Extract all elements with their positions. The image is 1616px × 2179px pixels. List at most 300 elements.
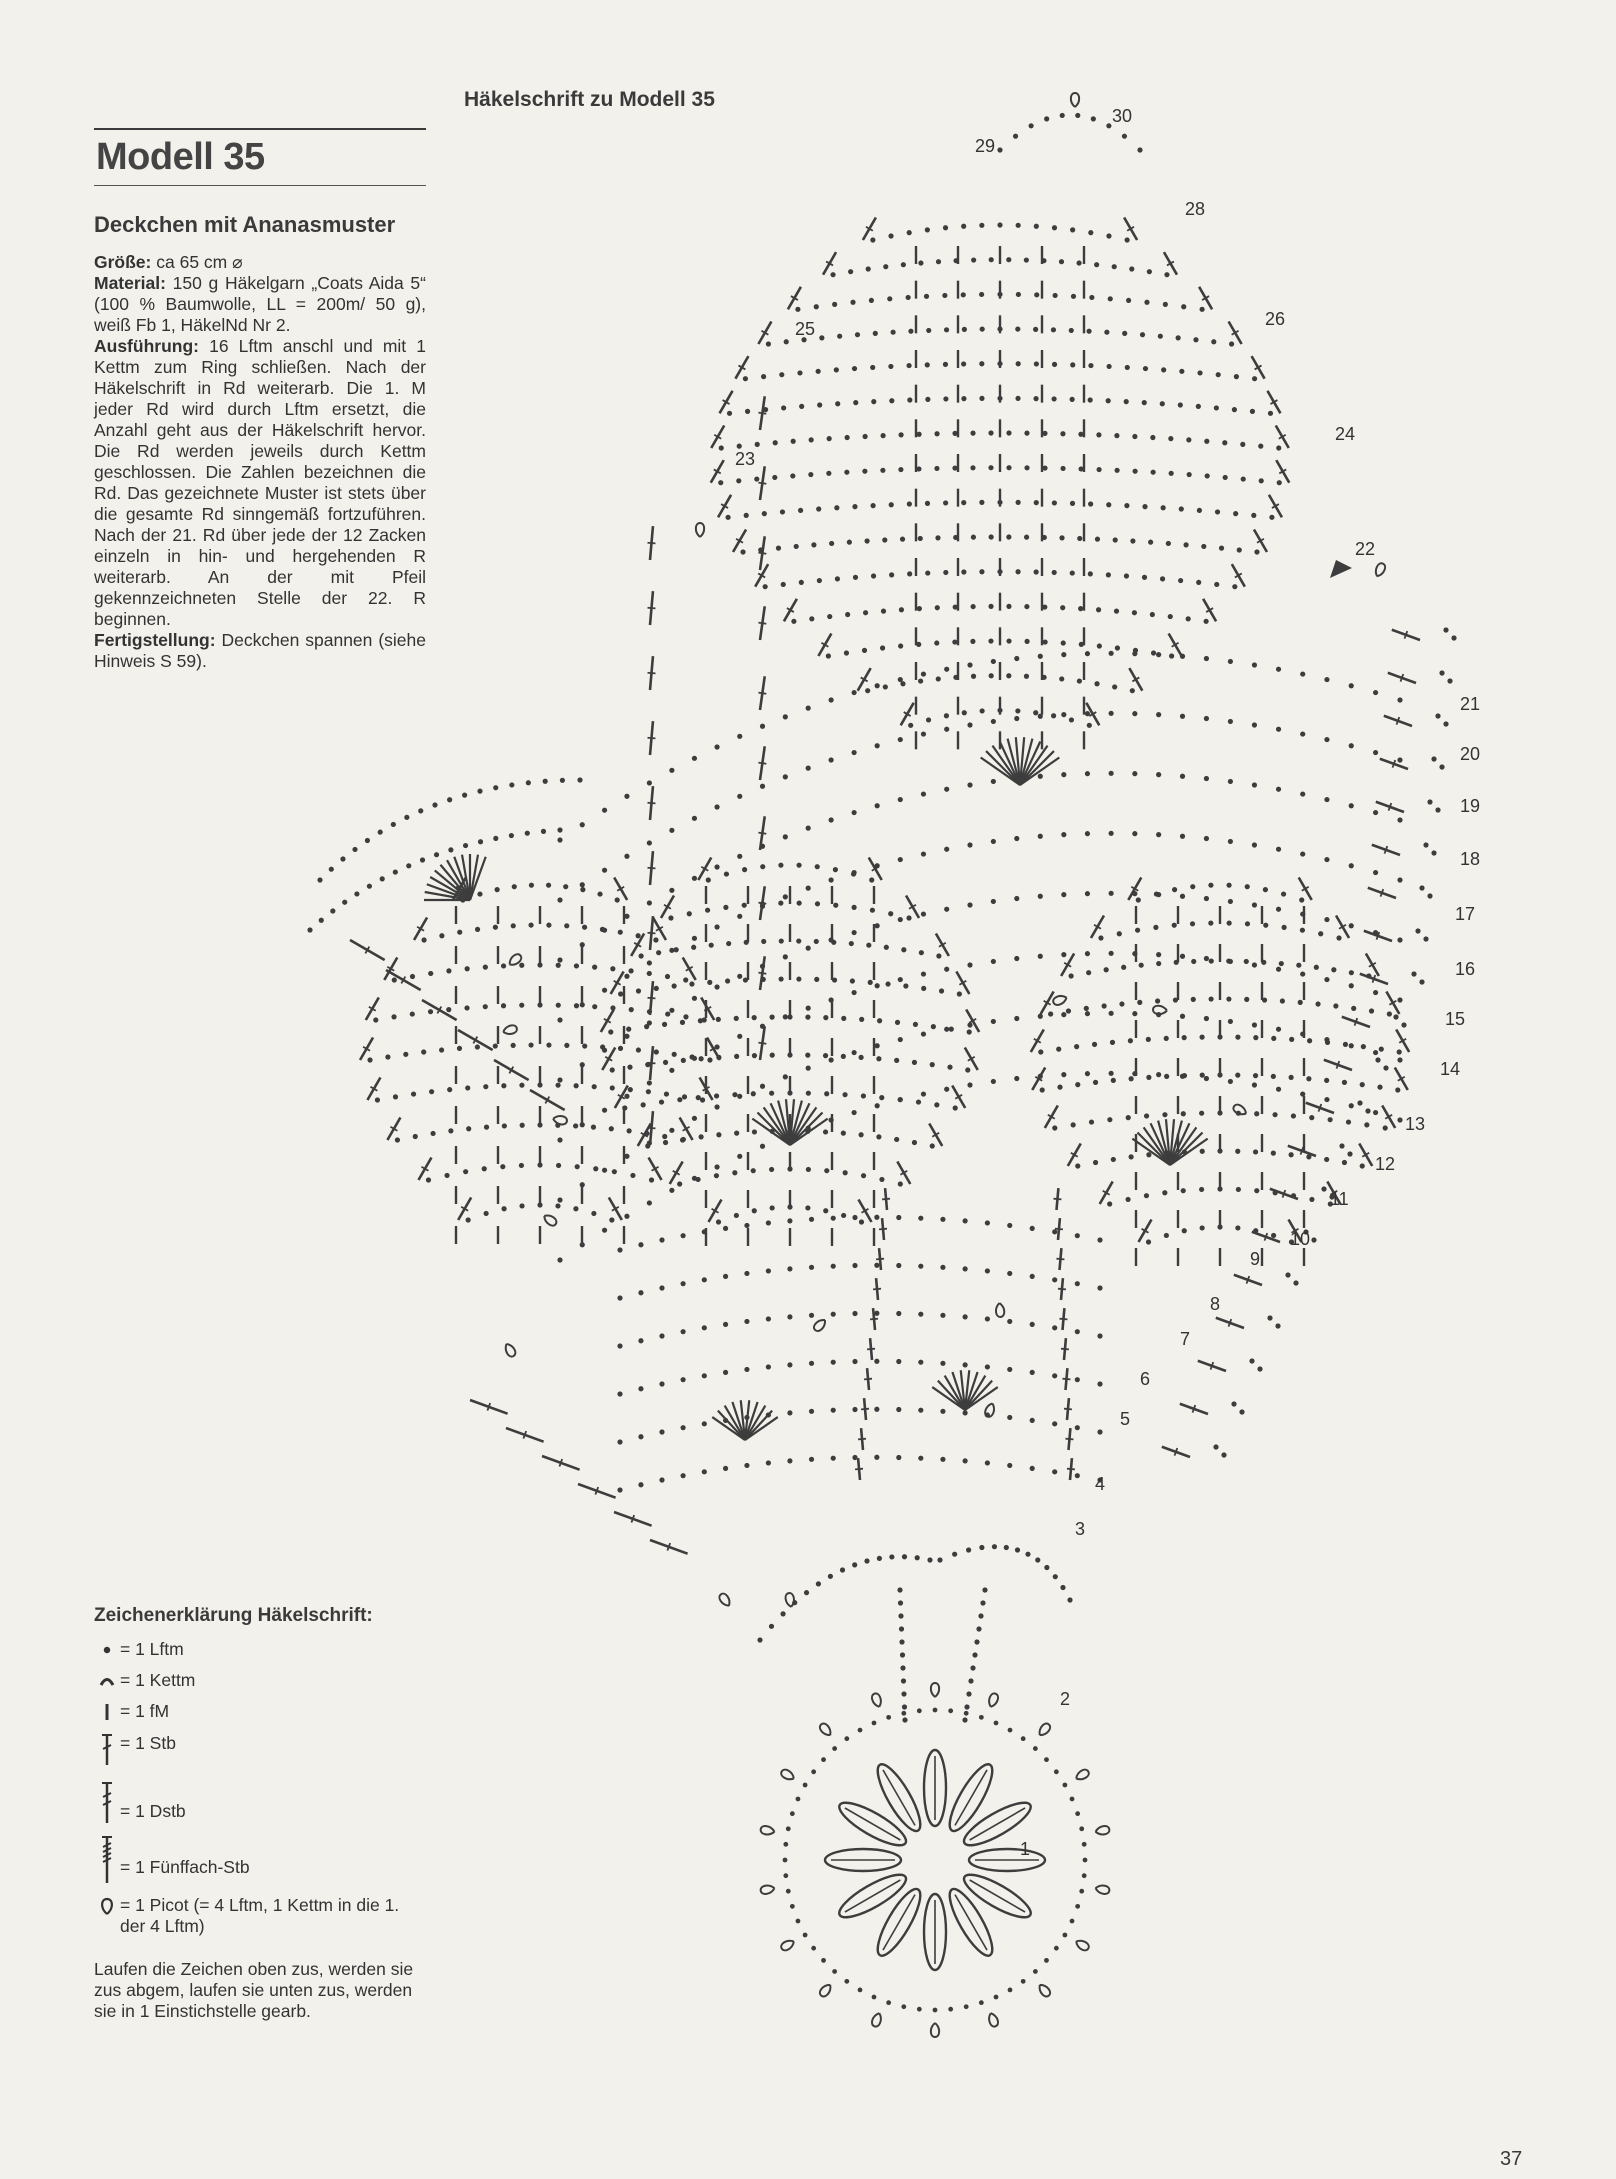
chain-stitch-mark: [826, 653, 831, 658]
chain-stitch-mark: [934, 1102, 939, 1107]
stitch-tick: [873, 1289, 881, 1290]
chain-stitch-mark: [881, 609, 886, 614]
chain-stitch-mark: [1164, 272, 1169, 277]
chain-stitch-mark: [662, 1022, 667, 1027]
chain-stitch-mark: [755, 442, 760, 447]
chain-stitch-mark: [957, 991, 962, 996]
chain-stitch-mark: [1156, 1072, 1161, 1077]
chain-stitch-mark: [1349, 1103, 1354, 1108]
chain-stitch-mark: [744, 1223, 749, 1228]
chain-stitch-mark: [1293, 1280, 1298, 1285]
chain-stitch-mark: [1193, 337, 1198, 342]
chain-stitch-mark: [1034, 569, 1039, 574]
chain-stitch-mark: [665, 974, 670, 979]
chain-stitch-mark: [943, 570, 948, 575]
chain-stitch-mark: [852, 1215, 857, 1220]
chain-stitch-mark: [883, 684, 888, 689]
picot-mark: [760, 1825, 775, 1836]
chain-stitch-mark: [875, 863, 880, 868]
legend-item-text: = 1 fM: [120, 1701, 170, 1721]
chain-stitch-mark: [546, 1042, 551, 1047]
chain-stitch-mark: [1007, 1415, 1012, 1420]
chain-stitch-mark: [1223, 475, 1228, 480]
chain-stitch-mark: [1252, 902, 1257, 907]
chain-stitch-mark: [1006, 534, 1011, 539]
chain-stitch-mark: [638, 1290, 643, 1295]
chain-stitch-mark: [937, 1557, 942, 1562]
chain-stitch-mark: [1214, 405, 1219, 410]
chain-stitch-mark: [896, 1263, 901, 1268]
chain-stitch-mark: [1173, 997, 1178, 1002]
chain-stitch-mark: [970, 431, 975, 436]
chain-stitch-mark: [871, 399, 876, 404]
chain-stitch-mark: [340, 856, 345, 861]
chain-stitch-mark: [819, 335, 824, 340]
chain-stitch-mark: [737, 734, 742, 739]
chain-stitch-mark: [501, 1083, 506, 1088]
chain-stitch-mark: [663, 1060, 668, 1065]
chain-stitch-mark: [901, 1678, 906, 1683]
legend-item-text: = 1 Dstb: [120, 1801, 186, 1821]
chain-stitch-mark: [1180, 1074, 1185, 1079]
chain-stitch-mark: [896, 1407, 901, 1412]
chain-stitch-mark: [783, 954, 788, 959]
chain-stitch-mark: [902, 1704, 907, 1709]
chain-stitch-mark: [898, 432, 903, 437]
chain-stitch-mark: [942, 293, 947, 298]
chain-stitch-mark: [608, 1029, 613, 1034]
chain-stitch-mark: [787, 1410, 792, 1415]
chain-stitch-mark: [1074, 1044, 1079, 1049]
chain-stitch-mark: [1054, 1769, 1059, 1774]
stitch-tick: [1401, 674, 1404, 682]
chain-stitch-mark: [832, 302, 837, 307]
chain-stitch-mark: [421, 1049, 426, 1054]
round-number-label: 28: [1185, 199, 1206, 219]
chain-stitch-mark: [610, 1067, 615, 1072]
chain-stitch-mark: [1349, 803, 1354, 808]
chain-stitch-mark: [877, 1556, 882, 1561]
chain-stitch-mark: [1217, 1110, 1222, 1115]
stitch-tick: [1064, 1409, 1072, 1410]
chain-stitch-mark: [991, 1079, 996, 1084]
stitch-tick: [1247, 1276, 1250, 1284]
chain-stitch-mark: [835, 576, 840, 581]
chain-stitch-mark: [1168, 614, 1173, 619]
chain-stitch-mark: [1161, 367, 1166, 372]
chain-stitch-mark: [1214, 582, 1219, 587]
chain-stitch-mark: [683, 1014, 688, 1019]
chain-stitch-mark: [1234, 374, 1239, 379]
chain-stitch-mark: [669, 828, 674, 833]
chain-stitch-mark: [1044, 116, 1049, 121]
chain-stitch-mark: [1034, 500, 1039, 505]
chain-stitch-mark: [805, 1015, 810, 1020]
chain-stitch-mark: [865, 688, 870, 693]
chain-stitch-mark: [787, 1052, 792, 1057]
chain-stitch-mark: [918, 1360, 923, 1365]
chain-stitch-mark: [908, 329, 913, 334]
chain-stitch-mark: [880, 645, 885, 650]
chain-stitch-mark: [580, 1122, 585, 1127]
chain-stitch-mark: [989, 534, 994, 539]
chain-stitch-mark: [970, 1665, 975, 1670]
chain-stitch-mark: [1401, 1022, 1406, 1027]
chain-stitch-mark: [1268, 411, 1273, 416]
chain-stitch-mark: [988, 430, 993, 435]
chain-stitch-mark: [876, 1134, 881, 1139]
chain-stitch-mark: [483, 965, 488, 970]
chain-stitch-mark: [602, 1108, 607, 1113]
legend-item-slip-stitch: [94, 1670, 424, 1691]
chain-stitch-mark: [1300, 1031, 1305, 1036]
round-number-label: 17: [1455, 904, 1476, 924]
chain-stitch-mark: [519, 963, 524, 968]
chain-stitch-mark: [663, 1140, 668, 1145]
chain-stitch-mark: [760, 724, 765, 729]
chain-stitch-mark: [866, 943, 871, 948]
chain-stitch-mark: [829, 541, 834, 546]
chain-stitch-mark: [760, 1084, 765, 1089]
chain-stitch-mark: [752, 1015, 757, 1020]
chain-stitch-mark: [1229, 341, 1234, 346]
chain-stitch-mark: [997, 326, 1002, 331]
chain-stitch-mark: [1164, 1233, 1169, 1238]
chain-stitch-mark: [1252, 962, 1257, 967]
picot-mark: [984, 1402, 997, 1418]
chain-stitch-mark: [1199, 1187, 1204, 1192]
chain-stitch-mark: [592, 1004, 597, 1009]
chain-stitch-mark: [1132, 610, 1137, 615]
chain-stitch-mark: [921, 1091, 926, 1096]
chain-stitch-mark: [811, 1769, 816, 1774]
picot-mark: [871, 2012, 884, 2028]
chain-stitch-mark: [829, 937, 834, 942]
chain-stitch-mark: [555, 1083, 560, 1088]
chain-stitch-mark: [808, 472, 813, 477]
chain-stitch-mark: [790, 1904, 795, 1909]
stitch-tick: [647, 868, 655, 869]
chain-stitch-mark: [760, 784, 765, 789]
chain-stitch-mark: [944, 967, 949, 972]
chain-stitch-mark: [925, 397, 930, 402]
chain-stitch-mark: [612, 1169, 617, 1174]
chain-stitch-mark: [1182, 1035, 1187, 1040]
chain-stitch-mark: [1217, 1224, 1222, 1229]
chain-stitch-mark: [493, 836, 498, 841]
chain-stitch-mark: [1156, 961, 1161, 966]
chain-stitch-mark: [1021, 1979, 1026, 1984]
chain-stitch-mark: [823, 1208, 828, 1213]
chain-stitch-mark: [1130, 538, 1135, 543]
chain-stitch-mark: [725, 515, 730, 520]
chain-stitch-mark: [1075, 1904, 1080, 1909]
chain-stitch-mark: [906, 915, 911, 920]
chain-stitch-mark: [1042, 675, 1047, 680]
legend-item-treble-crochet: [94, 1781, 424, 1825]
picot-mark: [931, 1683, 939, 1697]
chain-stitch-mark: [900, 537, 905, 542]
chain-stitch-mark: [1250, 409, 1255, 414]
chain-stitch-mark: [1006, 604, 1011, 609]
spec-label: Ausführung:: [94, 336, 199, 356]
chain-stitch-mark: [1096, 467, 1101, 472]
treble-crochet-icon: [94, 1781, 120, 1825]
chain-stitch-mark: [411, 1091, 416, 1096]
chain-stitch-mark: [716, 1132, 721, 1137]
chain-stitch-mark: [501, 1206, 506, 1211]
chain-stitch-mark: [852, 1359, 857, 1364]
chain-stitch-mark: [783, 1858, 788, 1863]
chain-stitch-mark: [1077, 536, 1082, 541]
chain-stitch-mark: [1066, 1008, 1071, 1013]
chain-stitch-mark: [1199, 1111, 1204, 1116]
chain-stitch-mark: [906, 295, 911, 300]
chain-stitch-mark: [354, 891, 359, 896]
chain-stitch-mark: [806, 1066, 811, 1071]
chain-stitch-mark: [752, 1208, 757, 1213]
chain-stitch-mark: [934, 431, 939, 436]
chain-stitch-mark: [898, 1037, 903, 1042]
chain-stitch-mark: [580, 882, 585, 887]
chain-stitch-mark: [1086, 970, 1091, 975]
chain-stitch-mark: [898, 1613, 903, 1618]
chain-stitch-mark: [1033, 710, 1038, 715]
chain-stitch-mark: [806, 1006, 811, 1011]
chain-stitch-mark: [439, 1047, 444, 1052]
chain-stitch-mark: [852, 1050, 857, 1055]
chain-stitch-mark: [342, 900, 347, 905]
chain-stitch-mark: [961, 396, 966, 401]
chain-stitch-mark: [624, 1094, 629, 1099]
chain-stitch-mark: [654, 1049, 659, 1054]
chain-stitch-mark: [677, 1097, 682, 1102]
chain-stitch-mark: [816, 369, 821, 374]
picot-mark: [780, 1938, 796, 1952]
chain-stitch-mark: [1186, 437, 1191, 442]
chain-stitch-mark: [1156, 952, 1161, 957]
chain-stitch-mark: [428, 971, 433, 976]
chain-stitch-mark: [980, 1600, 985, 1605]
chain-stitch-mark: [770, 1053, 775, 1058]
picot-mark: [1037, 1722, 1052, 1738]
chain-stitch-mark: [1415, 928, 1420, 933]
chain-stitch-mark: [1164, 1074, 1169, 1079]
picot-mark: [995, 1303, 1004, 1318]
chain-stitch-mark: [1052, 1277, 1057, 1282]
chain-stitch-mark: [989, 673, 994, 678]
chain-stitch-mark: [714, 1173, 719, 1178]
chain-stitch-mark: [761, 374, 766, 379]
chain-stitch-mark: [1014, 776, 1019, 781]
chain-stitch-mark: [1015, 569, 1020, 574]
chain-stitch-mark: [916, 432, 921, 437]
chain-stitch-mark: [413, 1134, 418, 1139]
chain-stitch-mark: [762, 511, 767, 516]
chain-stitch-mark: [806, 886, 811, 891]
chain-stitch-mark: [1030, 1274, 1035, 1279]
chain-stitch-mark: [1298, 1000, 1303, 1005]
chain-stitch-mark: [1228, 1079, 1233, 1084]
stitch-tick: [1061, 1349, 1069, 1350]
chain-stitch-mark: [641, 1102, 646, 1107]
chain-stitch-mark: [1311, 1237, 1316, 1242]
chain-stitch-mark: [744, 1367, 749, 1372]
chain-stitch-mark: [680, 1473, 685, 1478]
chain-stitch-mark: [638, 1482, 643, 1487]
chain-stitch-mark: [897, 1587, 902, 1592]
chain-stitch-mark: [763, 584, 768, 589]
chain-stitch-mark: [475, 927, 480, 932]
stitch-tick: [1175, 1448, 1178, 1456]
chain-stitch-mark: [963, 1218, 968, 1223]
chain-stitch-mark: [967, 1022, 972, 1027]
chain-stitch-mark: [639, 953, 644, 958]
chain-stitch-mark: [706, 877, 711, 882]
chain-stitch-mark: [732, 1170, 737, 1175]
chain-stitch-mark: [821, 1958, 826, 1963]
chain-stitch-mark: [636, 988, 641, 993]
chain-stitch-mark: [1258, 444, 1263, 449]
chain-stitch-mark: [1096, 432, 1101, 437]
stitch-tick: [758, 413, 766, 414]
chain-stitch-mark: [852, 1110, 857, 1115]
chain-stitch-mark: [1324, 1097, 1329, 1102]
chain-stitch-mark: [659, 1237, 664, 1242]
legend-item-text: = 1 Stb: [120, 1733, 176, 1753]
chain-stitch-mark: [761, 939, 766, 944]
double-crochet-icon: [94, 1733, 120, 1767]
chain-stitch-mark: [1132, 951, 1137, 956]
chain-stitch-mark: [907, 501, 912, 506]
chain-stitch-mark: [1373, 870, 1378, 875]
chain-stitch-mark: [967, 902, 972, 907]
chain-stitch-mark: [766, 1364, 771, 1369]
chain-stitch-mark: [446, 968, 451, 973]
chain-stitch-mark: [537, 1082, 542, 1087]
chain-stitch-mark: [1025, 1552, 1030, 1557]
chain-stitch-mark: [1061, 1072, 1066, 1077]
stitch-tick: [758, 903, 766, 904]
chain-stitch-mark: [1007, 1463, 1012, 1468]
chain-stitch-mark: [1216, 372, 1221, 377]
chain-stitch-mark: [805, 1205, 810, 1210]
chain-stitch-mark: [991, 779, 996, 784]
chain-stitch-mark: [874, 1407, 879, 1412]
chain-stitch-mark: [1235, 1035, 1240, 1040]
chain-stitch-mark: [329, 867, 334, 872]
chain-stitch-mark: [591, 1125, 596, 1130]
stitch-tick: [858, 1439, 866, 1440]
chain-stitch-mark: [602, 868, 607, 873]
chain-stitch-mark: [1276, 667, 1281, 672]
chain-stitch-mark: [1373, 1050, 1378, 1055]
chain-stitch-mark: [898, 917, 903, 922]
chain-stitch-mark: [1291, 1113, 1296, 1118]
chain-stitch-mark: [630, 1173, 635, 1178]
chain-stitch-mark: [965, 1067, 970, 1072]
chain-stitch-mark: [680, 1377, 685, 1382]
chain-stitch-mark: [744, 1319, 749, 1324]
chain-stitch-mark: [1146, 1239, 1151, 1244]
chain-stitch-mark: [963, 1362, 968, 1367]
chain-stitch-mark: [805, 1053, 810, 1058]
chain-stitch-mark: [1016, 361, 1021, 366]
chain-stitch-mark: [863, 434, 868, 439]
chain-stitch-mark: [894, 1058, 899, 1063]
chain-stitch-mark: [602, 808, 607, 813]
chain-stitch-mark: [1117, 931, 1122, 936]
chain-stitch-mark: [795, 307, 800, 312]
chain-stitch-mark: [1069, 973, 1074, 978]
chain-stitch-mark: [509, 782, 514, 787]
chain-stitch-mark: [787, 1458, 792, 1463]
chain-stitch-mark: [537, 1162, 542, 1167]
chain-stitch-mark: [783, 1842, 788, 1847]
stitch-tick: [864, 1379, 872, 1380]
chain-stitch-mark: [783, 1873, 788, 1878]
chain-stitch-mark: [1276, 967, 1281, 972]
chain-stitch-mark: [1054, 1946, 1059, 1951]
chain-stitch-mark: [776, 546, 781, 551]
chain-stitch-mark: [1397, 1049, 1402, 1054]
chain-stitch-mark: [582, 1043, 587, 1048]
chain-stitch-mark: [734, 1016, 739, 1021]
chain-stitch-mark: [391, 822, 396, 827]
picot-mark: [552, 1115, 567, 1126]
chain-stitch-mark: [1373, 690, 1378, 695]
chain-stitch-mark: [1059, 259, 1064, 264]
chain-stitch-mark: [659, 1333, 664, 1338]
chain-stitch-mark: [672, 983, 677, 988]
chain-stitch-mark: [833, 867, 838, 872]
chain-stitch-mark: [943, 225, 948, 230]
chain-stitch-mark: [752, 1053, 757, 1058]
chain-stitch-mark: [931, 1024, 936, 1029]
chain-stitch-mark: [871, 503, 876, 508]
chain-stitch-mark: [1056, 1047, 1061, 1052]
chain-stitch-mark: [1271, 1151, 1276, 1156]
chain-stitch-mark: [1190, 921, 1195, 926]
chain-stitch-mark: [963, 1266, 968, 1271]
stitch-tick: [1389, 803, 1392, 811]
chain-stitch-mark: [918, 1312, 923, 1317]
chain-stitch-mark: [1200, 1073, 1205, 1078]
stitch-tick: [647, 1063, 655, 1064]
chain-stitch-mark: [1052, 1325, 1057, 1330]
stitch-tick: [1397, 717, 1400, 725]
chain-stitch-mark: [1097, 643, 1102, 648]
round-number-label: 23: [735, 449, 756, 469]
chain-stitch-mark: [1397, 937, 1402, 942]
chain-stitch-mark: [734, 1054, 739, 1059]
chain-stitch-mark: [1114, 609, 1119, 614]
chain-stitch-mark: [989, 257, 994, 262]
chain-stitch-mark: [745, 409, 750, 414]
chain-stitch-mark: [1200, 1149, 1205, 1154]
chain-stitch-mark: [845, 435, 850, 440]
chain-stitch-mark: [861, 1173, 866, 1178]
chain-stitch-mark: [985, 1316, 990, 1321]
chain-stitch-mark: [1423, 936, 1428, 941]
chain-stitch-mark: [737, 1034, 742, 1039]
chain-stitch-mark: [787, 1166, 792, 1171]
chain-stitch-mark: [669, 1188, 674, 1193]
chain-stitch-mark: [529, 883, 534, 888]
chain-stitch-mark: [830, 272, 835, 277]
chain-stitch-mark: [1004, 1545, 1009, 1550]
chain-stitch-mark: [823, 1015, 828, 1020]
